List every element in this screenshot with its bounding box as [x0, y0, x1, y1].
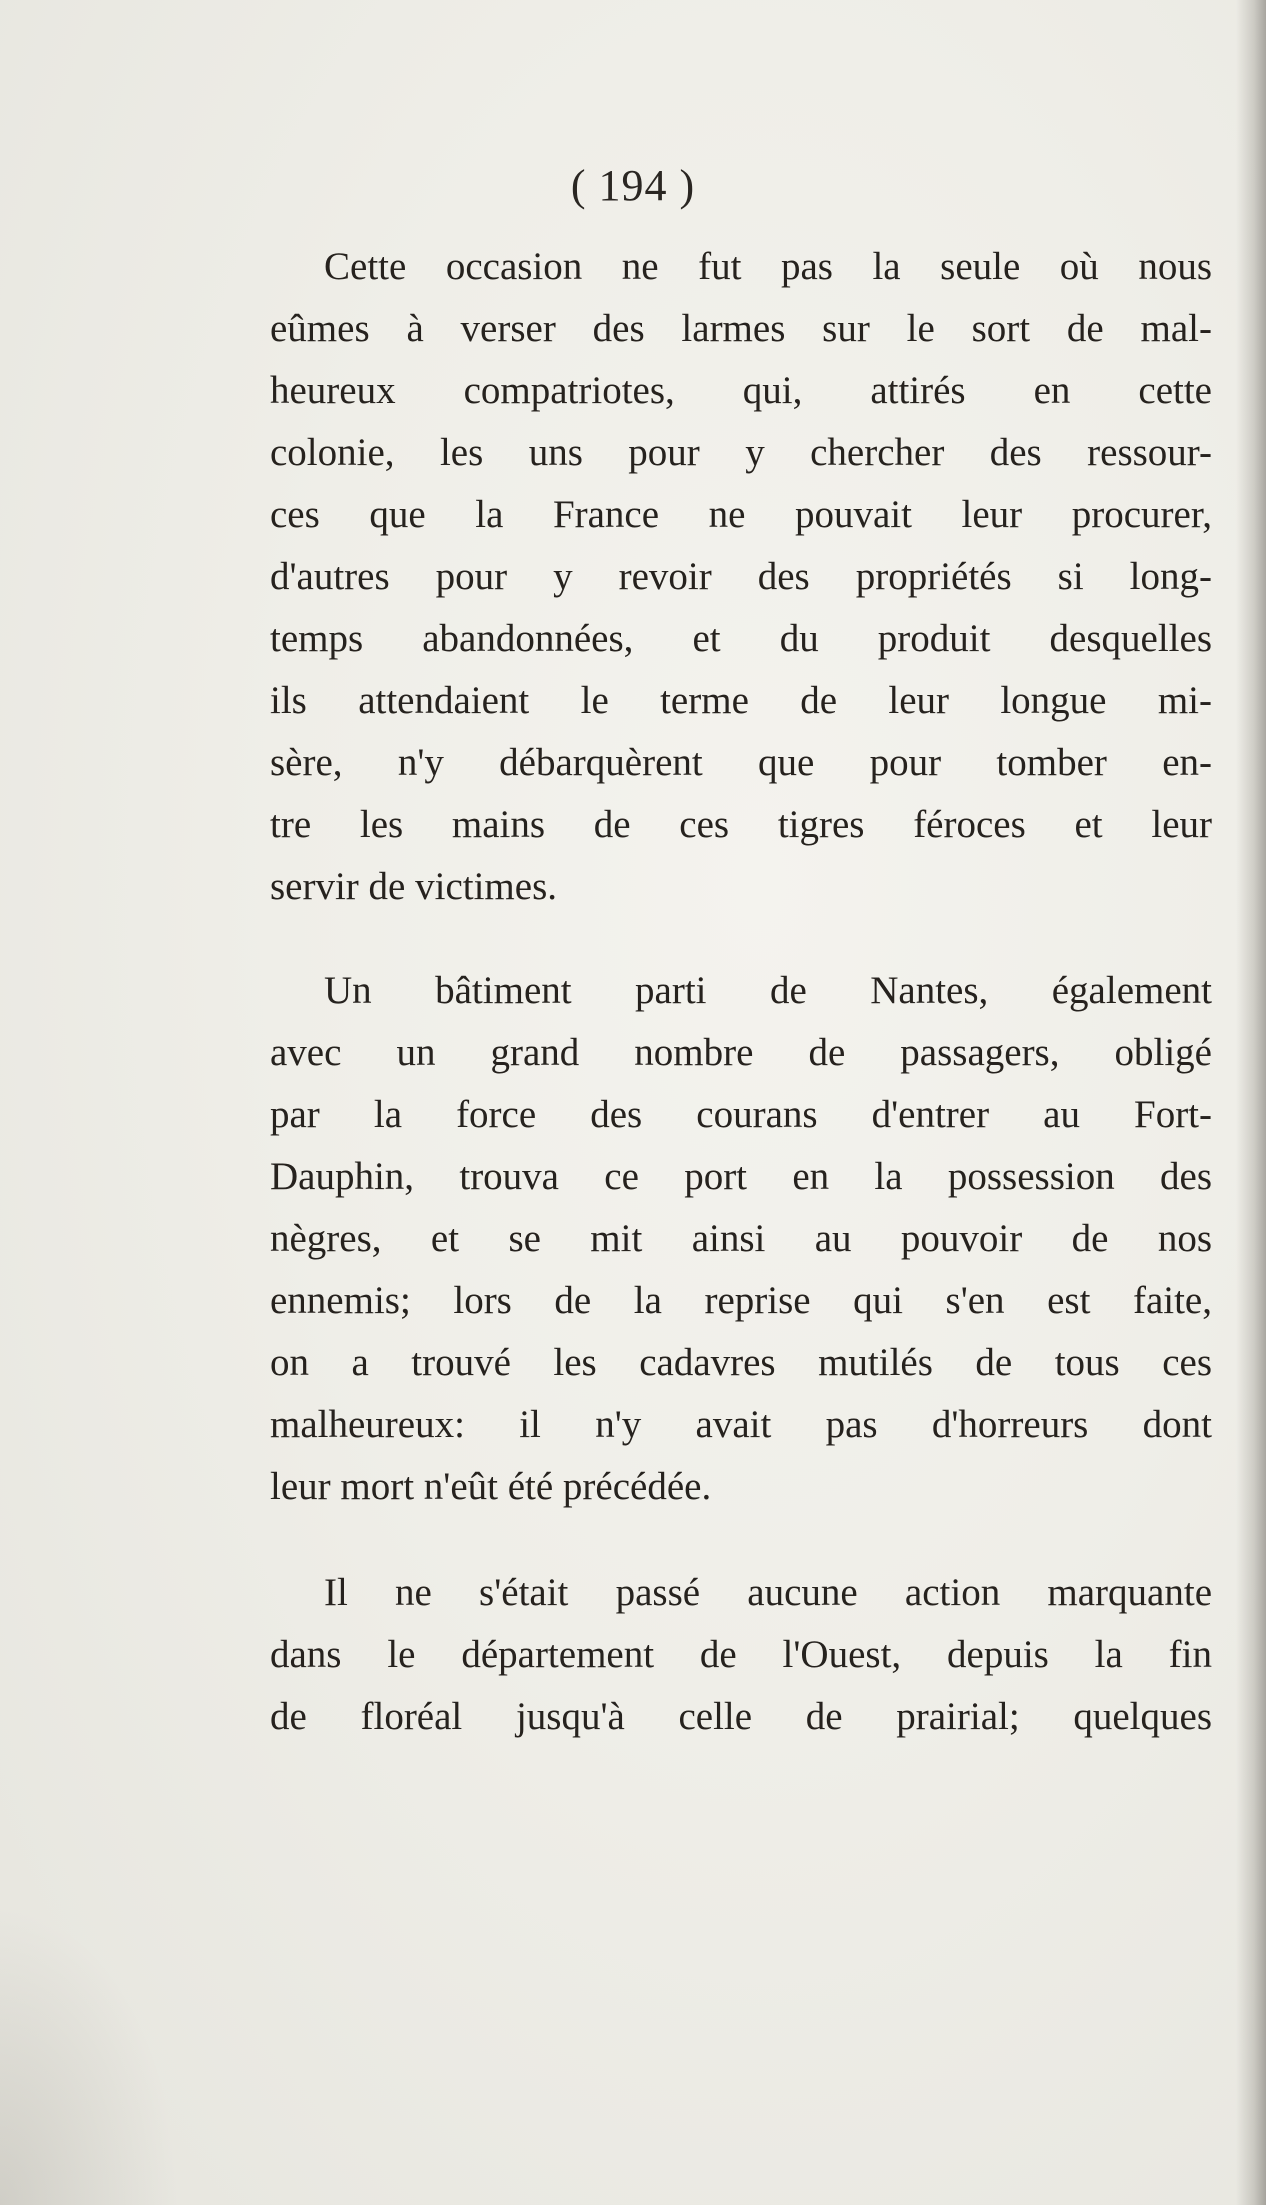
- paragraph-3: [270, 1562, 1212, 1748]
- text-line: temps abandonnées, et du produit desquelles: [270, 617, 1212, 660]
- text-line: ennemis; lors de la reprise qui s'en est faite,: [270, 1279, 1212, 1322]
- paragraph-2: [270, 960, 1212, 1518]
- paragraph-1: [270, 236, 1212, 918]
- text-line: servir de victimes.: [270, 865, 557, 908]
- paragraph-gap: [270, 918, 1212, 960]
- text-line: dans le département de l'Ouest, depuis la fin: [270, 1633, 1212, 1676]
- text-line: Cette occasion ne fut pas la seule où nous: [324, 245, 1212, 288]
- body-text: [270, 236, 1212, 1748]
- text-line: de floréal jusqu'à celle de prairial; quelques: [270, 1695, 1212, 1738]
- text-line: Un bâtiment parti de Nantes, également: [324, 969, 1212, 1012]
- text-line: on a trouvé les cadavres mutilés de tous ces: [270, 1341, 1212, 1384]
- text-line: ils attendaient le terme de leur longue mi-: [270, 679, 1212, 722]
- page-corner-stain: [0, 1905, 180, 2205]
- text-line: heureux compatriotes, qui, attirés en cette: [270, 369, 1212, 412]
- text-line: malheureux: il n'y avait pas d'horreurs dont: [270, 1403, 1212, 1446]
- text-line: Il ne s'était passé aucune action marquante: [324, 1571, 1212, 1614]
- text-line: Dauphin, trouva ce port en la possession des: [270, 1155, 1212, 1198]
- paragraph-gap: [270, 1518, 1212, 1562]
- text-line: leur mort n'eût été précédée.: [270, 1465, 712, 1508]
- text-line: sère, n'y débarquèrent que pour tomber en-: [270, 741, 1212, 784]
- text-line: d'autres pour y revoir des propriétés si long-: [270, 555, 1212, 598]
- text-line: tre les mains de ces tigres féroces et leur: [270, 803, 1212, 846]
- text-line: eûmes à verser des larmes sur le sort de mal-: [270, 307, 1212, 350]
- text-line: par la force des courans d'entrer au Fort-: [270, 1093, 1212, 1136]
- text-line: ces que la France ne pouvait leur procurer,: [270, 493, 1212, 536]
- page-number: ( 194 ): [570, 161, 696, 210]
- text-line: nègres, et se mit ainsi au pouvoir de nos: [270, 1217, 1212, 1260]
- gutter-shadow: [1236, 0, 1266, 2205]
- text-line: avec un grand nombre de passagers, obligé: [270, 1031, 1212, 1074]
- text-line: colonie, les uns pour y chercher des ressour-: [270, 431, 1212, 474]
